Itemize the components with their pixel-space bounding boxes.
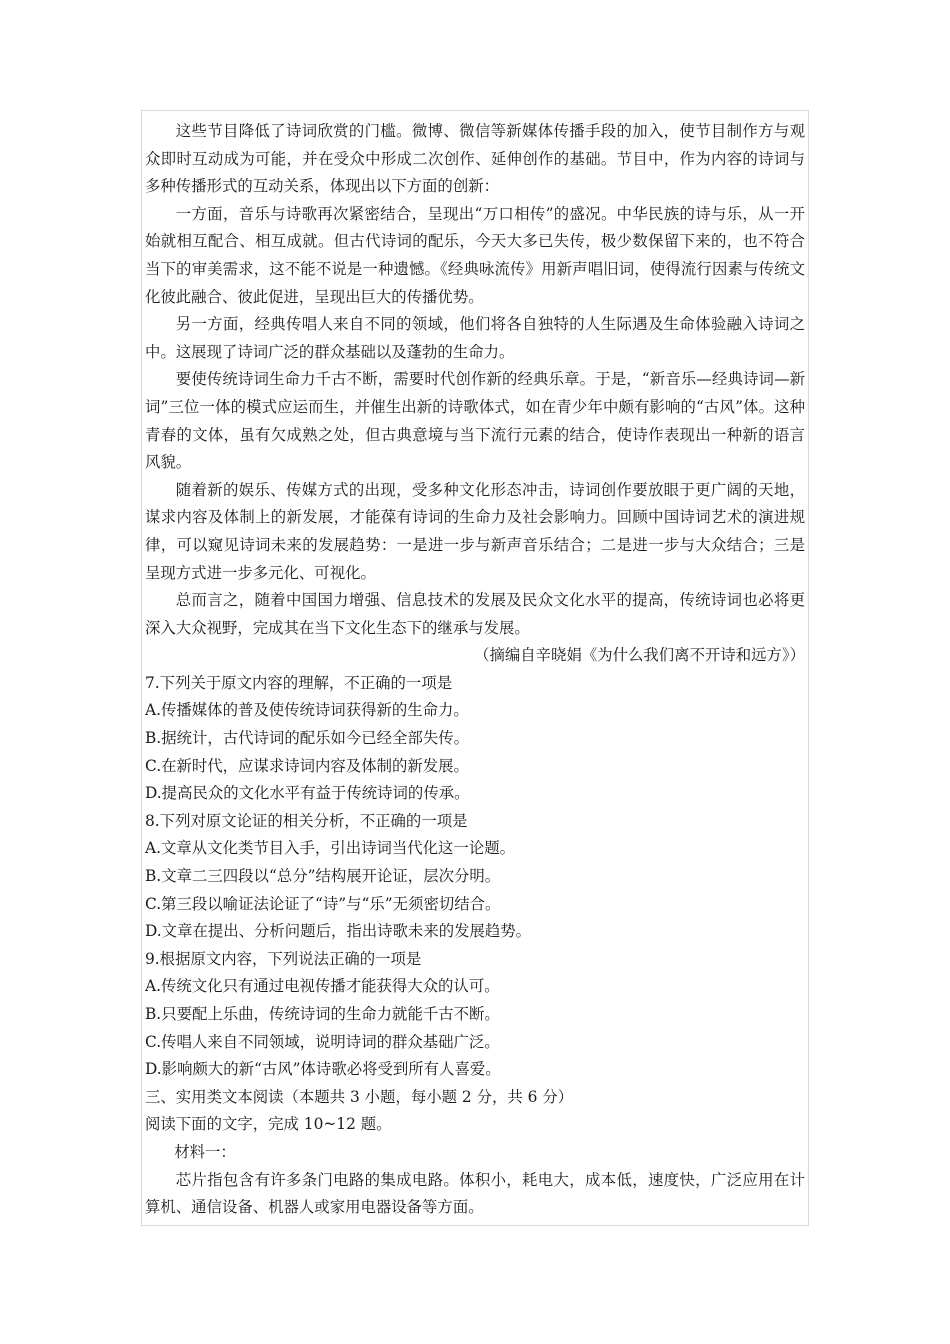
question-9-option-d: D.影响颇大的新“古风”体诗歌必将受到所有人喜爱。 [145, 1060, 501, 1079]
passage-paragraph-3: 另一方面，经典传唱人来自不同的领域，他们将各自独特的人生际遇及生命体验融入诗词之中。这展现了诗词广泛的群众基础以及蓬勃的生命力。 [145, 315, 805, 361]
passage-paragraph-2: 一方面，音乐与诗歌再次紧密结合，呈现出“万口相传”的盛况。中华民族的诗与乐，从一开始就相互配合、相互成就。但古代诗词的配乐，今天大多已失传，极少数保留下来的，也不符合当下的审美需求，这不能不说是一种遗憾。《经典咏流传》用新声唱旧词，使得流行因素与传统文化彼此融合、彼此促进，呈现出巨大的传播优势。 [145, 204, 805, 306]
question-7-option-b: B.据统计，古代诗词的配乐如今已经全部失传。 [145, 729, 470, 748]
question-7-option-d: D.提高民众的文化水平有益于传统诗词的传承。 [145, 784, 470, 803]
material-1-text: 芯片指包含有许多条门电路的集成电路。体积小，耗电大，成本低，速度快，广泛应用在计算机、通信设备、机器人或家用电器设备等方面。 [145, 1170, 805, 1217]
question-8-option-b: B.文章二三四段以“总分”结构展开论证，层次分明。 [145, 867, 501, 886]
section-3-instruction: 阅读下面的文字，完成 10~12 题。 [145, 1115, 392, 1134]
passage-paragraph-5: 随着新的娱乐、传媒方式的出现，受多种文化形态冲击，诗词创作要放眼于更广阔的天地，谋求内容及体制上的新发展，才能葆有诗词的生命力及社会影响力。回顾中国诗词艺术的演进规律，可以窥见诗词未来的发展趋势：一是进一步与新声音乐结合；二是进一步与大众结合；三是呈现方式进一步多元化、可视化。 [145, 480, 805, 582]
question-9-option-c: C.传唱人来自不同领域，说明诗词的群众基础广泛。 [145, 1032, 500, 1051]
question-7-option-c: C.在新时代，应谋求诗词内容及体制的新发展。 [145, 756, 469, 775]
question-9-stem: 9.根据原文内容，下列说法正确的一项是 [145, 949, 422, 968]
passage-paragraph-1: 这些节目降低了诗词欣赏的门槛。微博、微信等新媒体传播手段的加入，使节目制作方与观众即时互动成为可能，并在受众中形成二次创作、延伸创作的基础。节目中，作为内容的诗词与多种传播形式的互动关系，体现出以下方面的创新： [145, 122, 805, 196]
question-8-option-c: C.第三段以喻证法论证了“诗”与“乐”无须密切结合。 [145, 894, 501, 913]
question-8-option-a: A.文章从文化类节目入手，引出诗词当代化这一论题。 [145, 839, 515, 858]
passage-source: （摘编自辛晓娟《为什么我们离不开诗和远方》） [474, 646, 805, 665]
question-7-stem: 7.下列关于原文内容的理解，不正确的一项是 [145, 673, 453, 692]
question-7-option-a: A.传播媒体的普及使传统诗词获得新的生命力。 [145, 701, 469, 720]
question-8-option-d: D.文章在提出、分析问题后，指出诗歌未来的发展趋势。 [145, 922, 532, 941]
document-body [145, 118, 805, 1222]
passage-paragraph-4: 要使传统诗词生命力千古不断，需要时代创作新的经典乐章。于是，“新音乐—经典诗词—新词”三位一体的模式应运而生，并催生出新的诗歌体式，如在青少年中颇有影响的“古风”体。这种青春的文体，虽有欠成熟之处，但古典意境与当下流行元素的结合，使诗作表现出一种新的语言风貌。 [145, 370, 805, 472]
question-8-stem: 8.下列对原文论证的相关分析，不正确的一项是 [145, 811, 468, 830]
passage-paragraph-6: 总而言之，随着中国国力增强、信息技术的发展及民众文化水平的提高，传统诗词也必将更深入大众视野，完成其在当下文化生态下的继承与发展。 [145, 591, 805, 637]
question-9-option-a: A.传统文化只有通过电视传播才能获得大众的认可。 [145, 977, 500, 996]
section-3-heading: 三、实用类文本阅读（本题共 3 小题，每小题 2 分，共 6 分） [145, 1087, 574, 1106]
question-9-option-b: B.只要配上乐曲，传统诗词的生命力就能千古不断。 [145, 1005, 500, 1023]
material-1-label: 材料一： [174, 1142, 236, 1161]
